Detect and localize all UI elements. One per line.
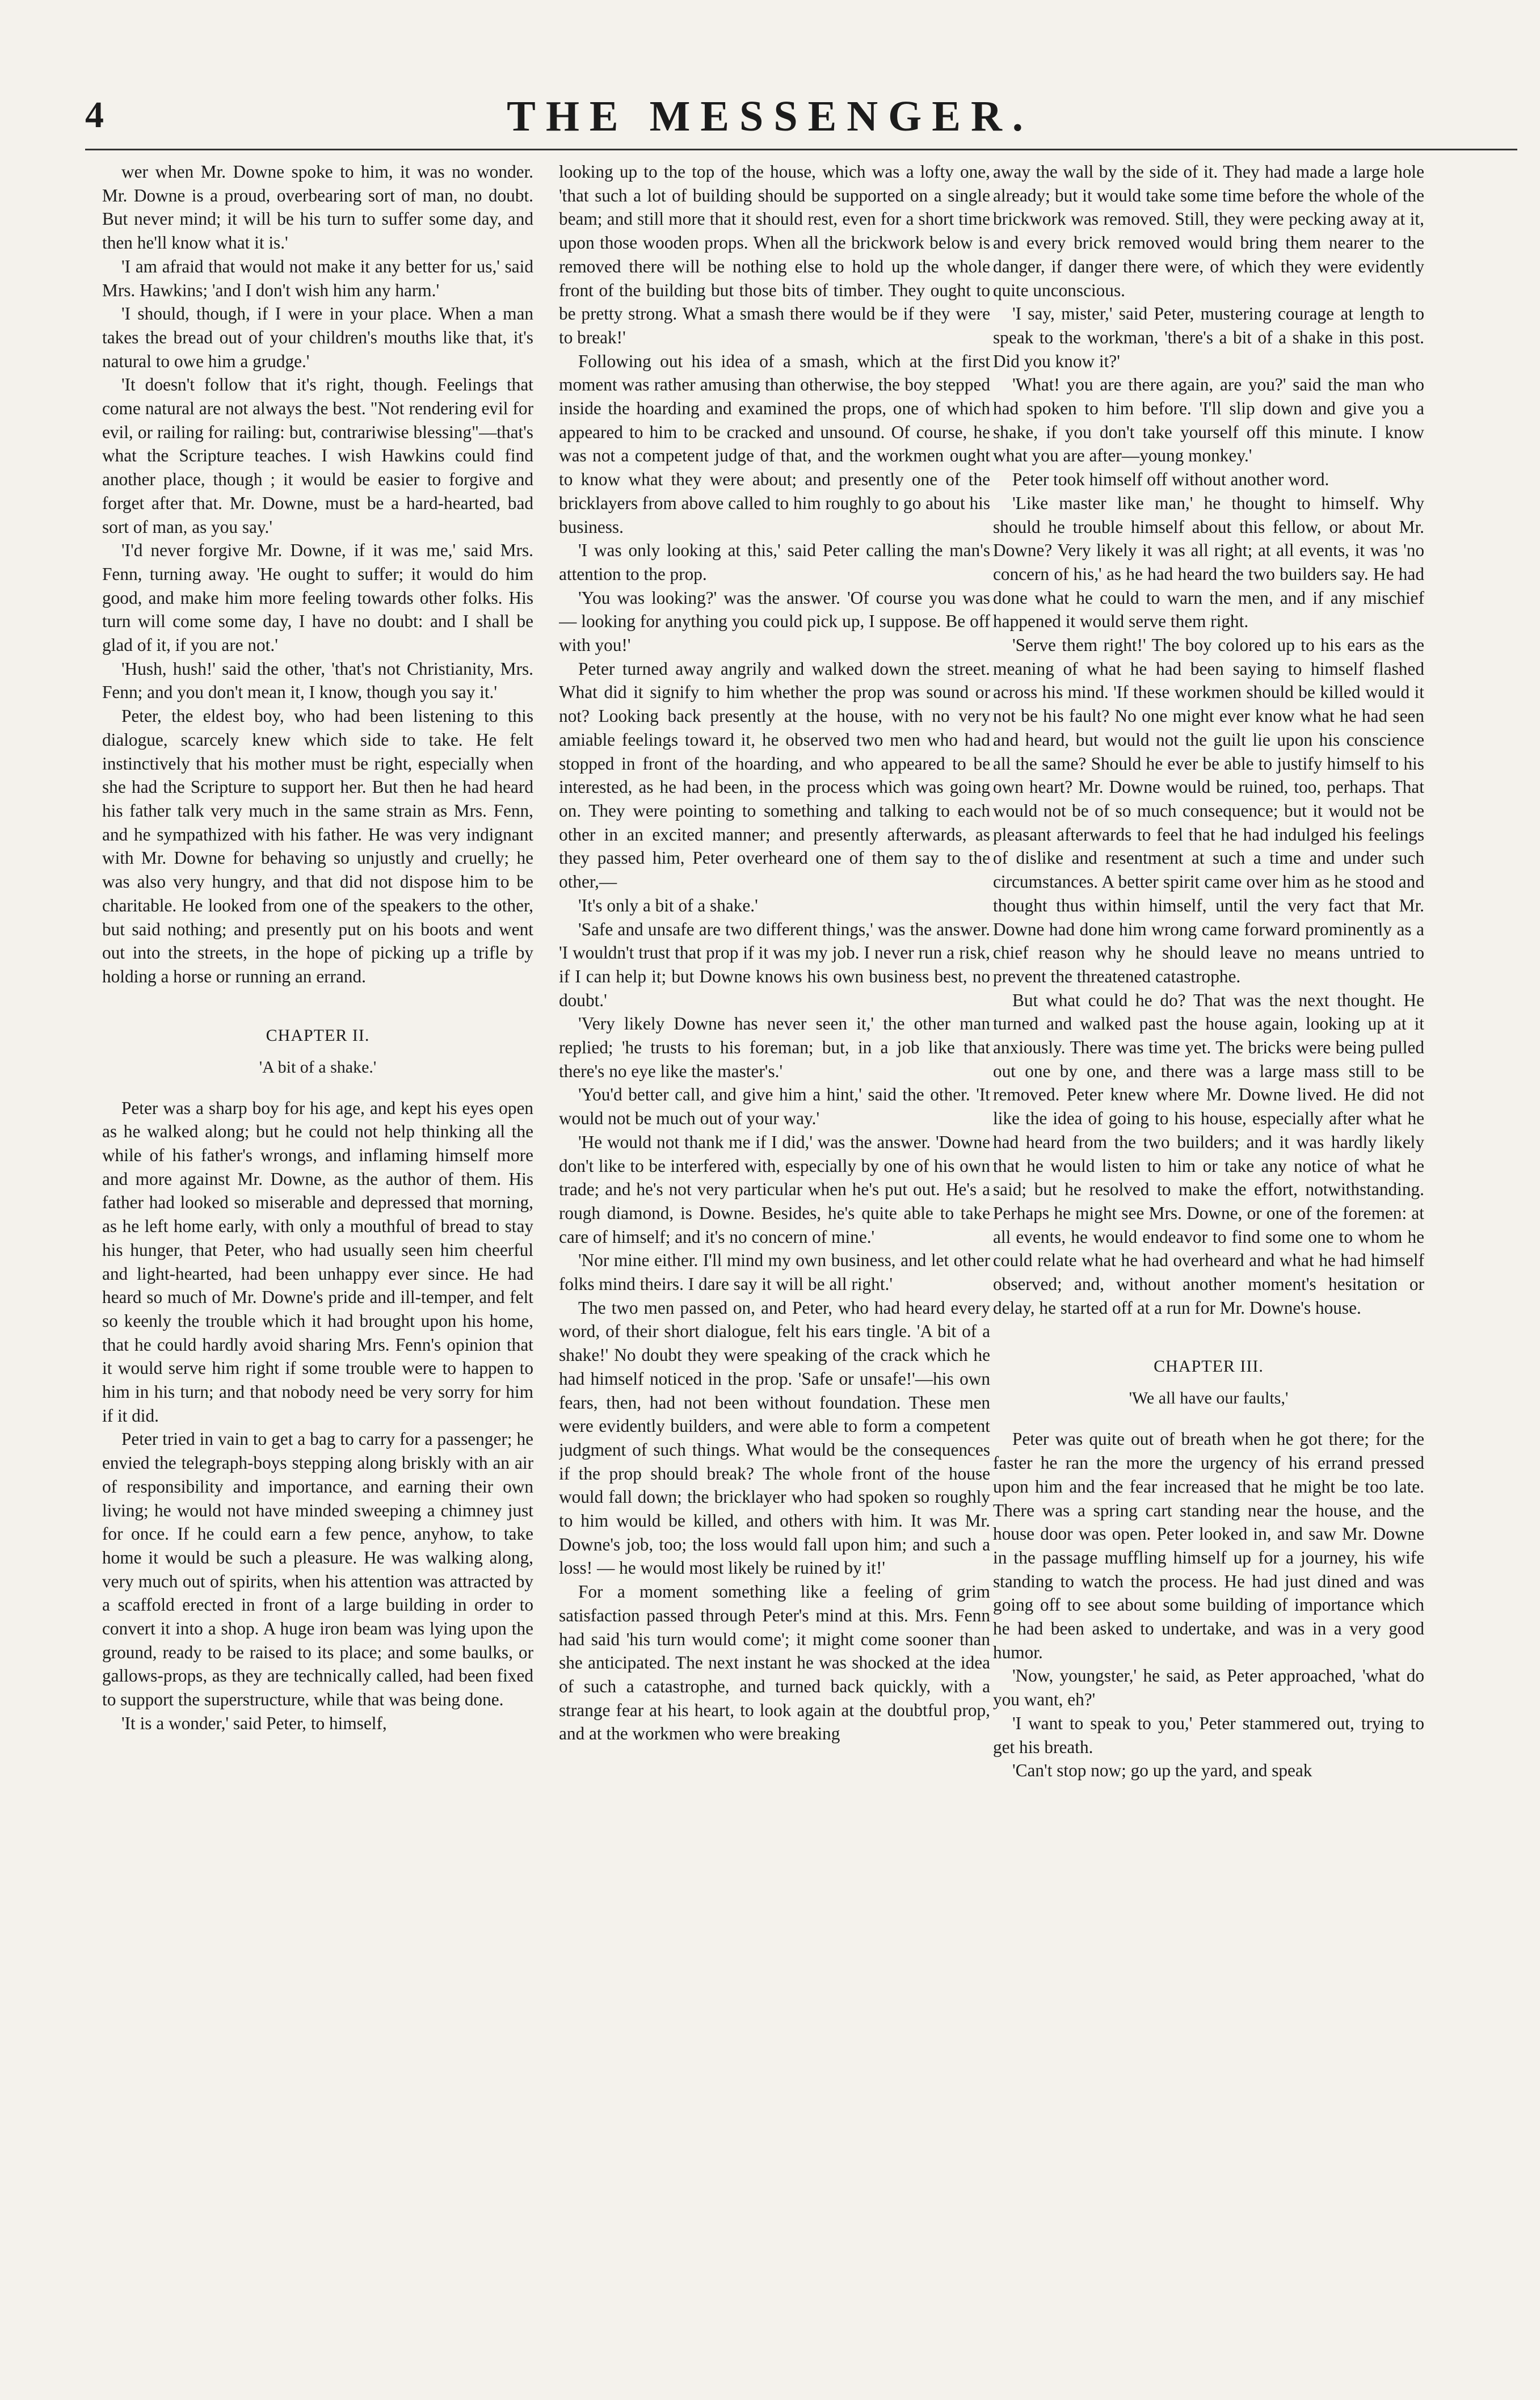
paragraph: 'What! you are there again, are you?' said the man who had spoken to him before. 'I'll slip down and give you a shake, if you don't take yourself off this minute. I know what you are after—young monkey.' [993,375,1424,466]
paragraph: Peter, the eldest boy, who had been listening to this dialogue, scarcely knew which side to take. He felt instinctively that his mother must be right, especially when she had the Scripture to support her. But then he had heard his father talk very much in the same strain as Mrs. Fenn, and he sympathized with his father. He was very indignant with Mr. Downe for behaving so unjustly and cruelly; he was also very hungry, and that did not dispose him to be charitable. He looked from one of the speakers to the other, but said nothing; and presently put on his boots and went out into the streets, in the hope of picking up a trifle by holding a horse or running an errand. [102,706,533,986]
paragraph: Peter tried in vain to get a bag to carry for a passenger; he envied the telegraph-boys stepping along briskly with an air of responsibility and importance, and earning their own living; he would not have minded sweeping a chimney just for once. If he could earn a few pence, anyhow, to take home it would be such a pleasure. He was walking along, very much out of spirits, when his attention was attracted by a scaffold erected in front of a large building in order to convert it into a shop. A huge iron beam was lying upon the ground, ready to be raised to its place; and some baulks, or gallows-props, as they are technically called, had been fixed to support the superstructure, while that was being done. [102,1429,533,1710]
text-column-2 [559,160,990,2390]
paragraph: looking up to the top of the house, which was a lofty one, 'that such a lot of building should be supported on a single beam; and still more that it should rest, even for a short time upon those wooden props. When all the brickwork below is removed there will be nothing else to hold up the whole front of the building but those bits of timber. They ought to be pretty strong. What a smash there would be if they were to break!' [559,162,990,347]
paragraph: 'Can't stop now; go up the yard, and speak [1012,1760,1312,1781]
header-rule [85,149,1517,150]
paragraph: 'Hush, hush!' said the other, 'that's not Christianity, Mrs. Fenn; and you don't mean it, I know, though you say it.' [102,658,533,703]
newspaper-title: THE MESSENGER. [507,93,1033,140]
text-column-3 [993,160,1424,2390]
paragraph: 'Like master like man,' he thought to himself. Why should he trouble himself about this fellow, or about Mr. Downe? Very likely it was all right; at all events, it was 'no concern of his,' as he had heard the two builders say. He had done what he could to warn the men, and if any mischief happened it would serve them right. [993,493,1424,632]
paragraph: 'It doesn't follow that it's right, though. Feelings that come natural are not always the best. "Not rendering evil for evil, or railing for railing: but, contrariwise blessing"—that's what the Scripture teaches. I wish Hawkins could find another place, though ; it would be easier to forgive and forget after that. Mr. Downe, must be a hard-hearted, bad sort of man, as you say.' [102,375,533,537]
paragraph: away the wall by the side of it. They had made a large hole already; but it would take some time before the whole of the brickwork was removed. Still, they were pecking away at it, and every brick removed would bring them nearer to the danger, if danger there were, of which they were evidently quite unconscious. [993,162,1424,300]
paragraph: 'I should, though, if I were in your place. When a man takes the bread out of your children's mouths like that, it's natural to owe him a grudge.' [102,304,533,371]
paragraph: 'I am afraid that would not make it any better for us,' said Mrs. Hawkins; 'and I don't wish him any harm.' [102,256,533,300]
paragraph: 'You'd better call, and give him a hint,' said the other. 'It would not be much out of your way.' [559,1085,990,1129]
paragraph: Peter took himself off without another word. [1012,469,1329,490]
page-number: 4 [85,94,104,136]
paragraph: wer when Mr. Downe spoke to him, it was no wonder. Mr. Downe is a proud, overbearing sort of man, no doubt. But never mind; it will be his turn to suffer some day, and then he'll know what it is.' [102,162,533,253]
paragraph: 'Safe and unsafe are two different things,' was the answer. 'I wouldn't trust that prop if it was my job. I never run a risk, if I can help it; but Downe knows his own business best, no doubt.' [559,919,990,1010]
paragraph: 'Now, youngster,' he said, as Peter approached, 'what do you want, eh?' [993,1666,1424,1710]
paragraph: 'It's only a bit of a shake.' [578,895,758,915]
masthead [0,91,1540,153]
paragraph: 'I was only looking at this,' said Peter calling the man's attention to the prop. [559,540,990,584]
paragraph: 'He would not thank me if I did,' was the answer. 'Downe don't like to be interfered with, especially by one of his own trade; and he's not very particular when he's put out. He's a rough diamond, is Downe. Besides, he's quite able to take care of himself; and it's no concern of mine.' [559,1132,990,1247]
chapter-heading: CHAPTER III. [1154,1357,1264,1376]
text-column-1 [102,160,533,2390]
paragraph: 'Very likely Downe has never seen it,' the other man replied; 'he trusts to his foreman; but, in a job like that there's no eye like the master's.' [559,1014,990,1081]
paragraph: Peter turned away angrily and walked down the street. What did it signify to him whether the prop was sound or not? Looking back presently at the house, with no very amiable feelings toward it, he observed two men who had stopped in front of the hoarding, and who appeared to be interested, as he had been, in the process which was going on. They were pointing to something and talking to each other in an excited manner; and presently afterwards, as they passed him, Peter overheard one of them say to the other,— [559,658,990,892]
paragraph: The two men passed on, and Peter, who had heard every word, of their short dialogue, felt his ears tingle. 'A bit of a shake!' No doubt they were speaking of the crack which he had himself noticed in the prop. 'Safe or unsafe!'—his own fears, then, had not been without foundation. These men were evidently builders, and were able to form a competent judgment of such things. What would be the consequences if the prop should break? The whole front of the house would fall down; the bricklayer who had spoken so roughly to him would be killed, and others with him. It was Mr. Downe's job, too; the loss would fall upon him; and such a loss! — he would most likely be ruined by it!' [559,1297,990,1578]
paragraph: But what could he do? That was the next thought. He turned and walked past the house again, looking up at it anxiously. There was time yet. The bricks were being pulled out one by one, and there was a large mass still to be removed. Peter knew where Mr. Downe lived. He did not like the idea of going to his house, especially after what he had heard from the two builders; and it was hardly likely that he would listen to him or take any notice of what he said; but he resolved to make the effort, notwithstanding. Perhaps he might see Mrs. Downe, or one of the foremen: at all events, he would endeavor to find some one to whom he could relate what he had overheard and what he had himself observed; and, without another moment's hesitation or delay, he started off at a run for Mr. Downe's house. [993,990,1424,1318]
chapter-subtitle: 'A bit of a shake.' [259,1057,377,1077]
paragraph: Peter was quite out of breath when he got there; for the faster he ran the more the urgency of his errand pressed upon him and the fear increased that he might be too late. There was a spring cart standing near the house, and the house door was open. Peter looked in, and saw Mr. Downe in the passage muffling himself up for a journey, his wife standing to watch the process. He had just dined and was going off to see about some building of importance which he had been asked to undertake, and was in a very good humor. [993,1429,1424,1662]
paragraph: Peter was a sharp boy for his age, and kept his eyes open as he walked along; but he could not help thinking all the while of his father's wrongs, and inflaming himself more and more against Mr. Downe, as the author of them. His father had looked so miserable and depressed that morning, as he left home early, with only a mouthful of bread to stay his hunger, that Peter, who had usually seen him cheerful and light-hearted, had been unhappy ever since. He had heard so much of Mr. Downe's pride and ill-temper, and felt so keenly the trouble which it had brought upon his home, that he could hardly avoid sharing Mrs. Fenn's opinion that it would serve him right if some trouble were to happen to him in his turn; and that nobody need be very sorry for him if it did. [102,1098,533,1426]
paragraph: 'Nor mine either. I'll mind my own business, and let other folks mind theirs. I dare say it will be all right.' [559,1250,990,1294]
chapter-subtitle: 'We all have our faults,' [1129,1389,1289,1408]
paragraph: Following out his idea of a smash, which at the first moment was rather amusing than otherwise, the boy stepped inside the hoarding and examined the props, one of which appeared to him to be cracked and unsound. Of course, he was not a competent judge of that, and the workmen ought to know what they were about; and presently one of the bricklayers from above called to him roughly to go about his business. [559,351,990,537]
paragraph: 'I want to speak to you,' Peter stammered out, trying to get his breath. [993,1713,1424,1757]
paragraph: For a moment something like a feeling of grim satisfaction passed through Peter's mind at this. Mrs. Fenn had said 'his turn would come'; it might come sooner than she anticipated. The next instant he was shocked at the idea of such a catastrophe, and turned back quickly, with a strange fear at his heart, to look again at the doubtful prop, and at the workmen who were breaking [559,1582,990,1744]
paragraph: 'I say, mister,' said Peter, mustering courage at length to speak to the workman, 'there's a bit of a shake in this post. Did you know it?' [993,304,1424,371]
chapter-heading: CHAPTER II. [266,1025,370,1045]
paragraph: 'It is a wonder,' said Peter, to himself, [121,1713,387,1733]
paragraph: 'You was looking?' was the answer. 'Of course you was — looking for anything you could pick up, I suppose. Be off with you!' [559,587,990,655]
paragraph: 'I'd never forgive Mr. Downe, if it was me,' said Mrs. Fenn, turning away. 'He ought to suffer; it would do him good, and make him more feeling towards other folks. His turn will come some day, I have no doubt: and I shall be glad of it, if you are not.' [102,540,533,655]
paragraph: 'Serve them right!' The boy colored up to his ears as the meaning of what he had been saying to himself flashed across his mind. 'If these workmen should be killed would it not be his fault? No one might ever know what he had seen and heard, but would not the guilt lie upon his conscience all the same? Should he ever be able to justify himself to his own heart? Mr. Downe would be ruined, too, perhaps. That would not be of so much consequence; but it would not be pleasant afterwards to feel that he had indulged his feelings of dislike and resentment at such a time and under such circumstances. A better spirit came over him as he stood and thought thus within himself, until the very fact that Mr. Downe had done him wrong came forward prominently as a chief reason why he should leave no means untried to prevent the threatened catastrophe. [993,635,1424,986]
